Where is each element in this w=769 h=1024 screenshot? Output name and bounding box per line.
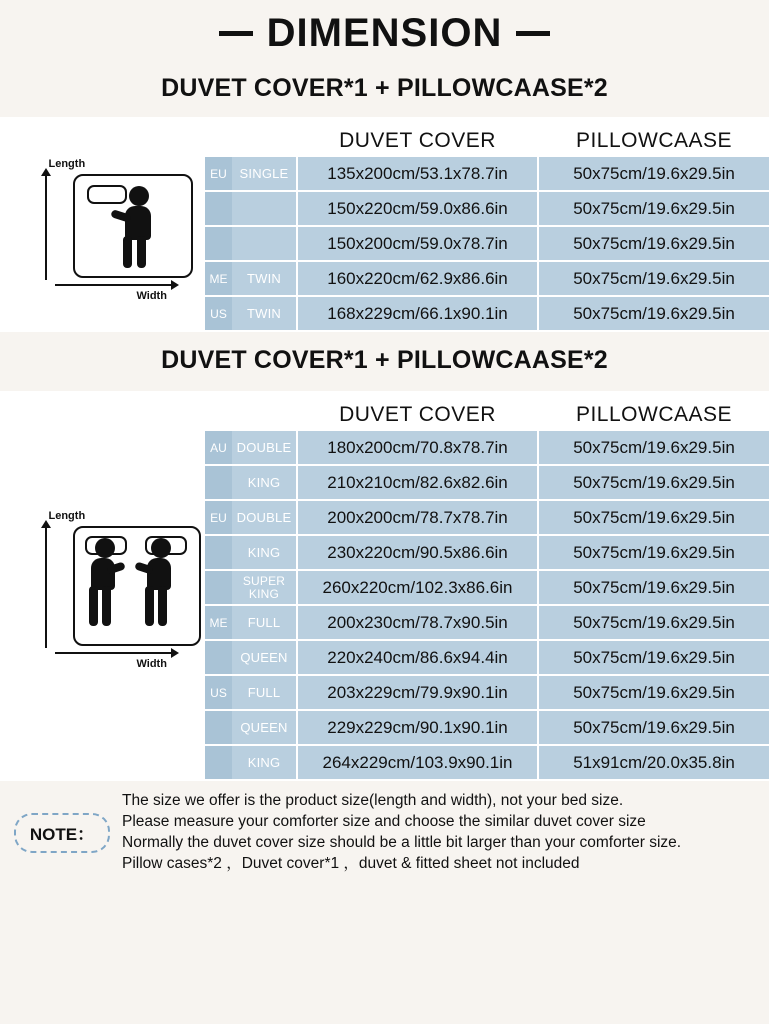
cell-duvet-size: 200x230cm/78.7x90.5in [298,606,537,639]
cell-pillow-size: 50x75cm/19.6x29.5in [539,676,769,709]
person-head-left-2 [95,538,115,558]
person-head-right-2 [151,538,171,558]
note-line-3: Normally the duvet cover size should be a little bit larger than your comforter size. [122,833,682,851]
length-axis-arrow-1 [41,168,51,176]
cell-size: DOUBLE [232,431,296,464]
table-row [205,571,769,604]
length-axis-arrow-2 [41,520,51,528]
cell-pillow-size: 50x75cm/19.6x29.5in [539,571,769,604]
person-leg-a-right-2 [145,586,154,626]
note-text [122,791,681,875]
section-1-subtitle: DUVET COVER*1 + PILLOWCAASE*2 [161,74,608,102]
table-1-header-row [205,117,769,157]
cell-region [205,192,232,225]
cell-size: DOUBLE [232,501,296,534]
width-label-2: Width [136,658,167,670]
length-label-1: Length [48,157,86,170]
cell-size: FULL [232,676,296,709]
cell-pillow-size: 50x75cm/19.6x29.5in [539,192,769,225]
cell-size: TWIN [232,262,296,295]
size-table-2 [205,391,769,781]
cell-pillow-size: 50x75cm/19.6x29.5in [539,262,769,295]
cell-duvet-size: 150x200cm/59.0x78.7in [298,227,537,260]
cell-size: FULL [232,606,296,639]
person-leg-right-1 [137,236,146,268]
table-2-duvet-header: DUVET COVER [339,403,496,426]
cell-size: KING [232,536,296,569]
cell-size: KING [232,746,296,779]
cell-region: ME [205,606,232,639]
table-row [205,227,769,260]
header-right-dash [516,31,550,36]
page-title: DIMENSION [266,11,503,55]
table-row [205,606,769,639]
table-1-pillow-header: PILLOWCAASE [575,129,733,152]
cell-region: US [205,297,232,330]
cell-duvet-size: 200x200cm/78.7x78.7in [298,501,537,534]
cell-size [232,192,296,225]
table-2-header-row [205,391,769,431]
cell-region: EU [205,501,232,534]
cell-size: SINGLE [232,157,296,190]
cell-pillow-size: 50x75cm/19.6x29.5in [539,606,769,639]
table-row [205,262,769,295]
cell-region [205,641,232,674]
table-row [205,431,769,464]
length-label-2: Length [48,510,86,522]
cell-duvet-size: 264x229cm/103.9x90.1in [298,746,537,779]
person-leg-a-left-2 [89,586,98,626]
cell-duvet-size: 168x229cm/66.1x90.1in [298,297,537,330]
cell-pillow-size: 50x75cm/19.6x29.5in [539,431,769,464]
cell-pillow-size: 50x75cm/19.6x29.5in [539,466,769,499]
note-line-1: The size we offer is the product size(length and width), not your bed size. [122,792,624,809]
width-axis-arrow-1 [171,280,179,290]
cell-duvet-size: 230x220cm/90.5x86.6in [298,536,537,569]
cell-region [205,466,232,499]
cell-duvet-size: 260x220cm/102.3x86.6in [298,571,537,604]
note-line-4: Pillow cases*2 ，Duvet cover*1 ，duvet & fitted sheet not included [122,854,580,872]
double-bed-illustration [0,391,205,781]
cell-size: QUEEN [232,711,296,744]
width-axis-arrow-2 [171,648,179,658]
note-section [0,781,769,881]
section-1-band [0,117,769,332]
cell-duvet-size: 220x240cm/86.6x94.4in [298,641,537,674]
cell-duvet-size: 150x220cm/59.0x86.6in [298,192,537,225]
cell-pillow-size: 50x75cm/19.6x29.5in [539,641,769,674]
table-row [205,641,769,674]
cell-size [232,227,296,260]
width-axis-line-1 [55,284,171,286]
cell-pillow-size: 50x75cm/19.6x29.5in [539,227,769,260]
person-leg-b-left-2 [102,586,111,626]
table-row [205,746,769,779]
table-row [205,466,769,499]
cell-pillow-size: 50x75cm/19.6x29.5in [539,297,769,330]
length-axis-line-1 [45,174,47,280]
page-header [0,0,769,66]
table-row [205,157,769,190]
cell-region [205,536,232,569]
table-row [205,501,769,534]
table-row [205,676,769,709]
cell-pillow-size: 50x75cm/19.6x29.5in [539,711,769,744]
cell-region: EU [205,157,232,190]
cell-region [205,711,232,744]
cell-size: SUPER KING [232,571,296,604]
cell-duvet-size: 180x200cm/70.8x78.7in [298,431,537,464]
section-2-band [0,391,769,781]
cell-size: KING [232,466,296,499]
person-torso-1 [125,206,151,240]
bed-outline-1 [73,174,193,278]
person-leg-b-right-2 [158,586,167,626]
table-row [205,536,769,569]
cell-region: US [205,676,232,709]
cell-size: QUEEN [232,641,296,674]
table-2-pillow-header: PILLOWCAASE [575,403,733,426]
cell-region [205,571,232,604]
person-head-1 [129,186,149,206]
cell-pillow-size: 50x75cm/19.6x29.5in [539,501,769,534]
note-badge: NOTE： [14,813,110,853]
width-label-1: Width [136,289,167,302]
table-1-duvet-header: DUVET COVER [339,129,496,152]
cell-region: AU [205,431,232,464]
cell-duvet-size: 160x220cm/62.9x86.6in [298,262,537,295]
table-row [205,192,769,225]
note-line-2: Please measure your comforter size and choose the similar duvet cover size [122,812,646,830]
single-bed-illustration [0,117,205,332]
bed-outline-2 [73,526,201,646]
cell-region [205,746,232,779]
cell-duvet-size: 210x210cm/82.6x82.6in [298,466,537,499]
pillow-1 [87,185,127,204]
cell-region [205,227,232,260]
cell-region: ME [205,262,232,295]
cell-duvet-size: 135x200cm/53.1x78.7in [298,157,537,190]
width-axis-line-2 [55,652,171,654]
cell-pillow-size: 50x75cm/19.6x29.5in [539,536,769,569]
table-row [205,297,769,330]
header-left-dash [219,31,253,36]
cell-size: TWIN [232,297,296,330]
size-table-1 [205,117,769,332]
person-leg-left-1 [123,236,132,268]
cell-pillow-size: 51x91cm/20.0x35.8in [539,746,769,779]
table-row [205,711,769,744]
cell-duvet-size: 203x229cm/79.9x90.1in [298,676,537,709]
section-2-subtitle: DUVET COVER*1 + PILLOWCAASE*2 [161,346,608,374]
length-axis-line-2 [45,526,47,648]
cell-pillow-size: 50x75cm/19.6x29.5in [539,157,769,190]
cell-duvet-size: 229x229cm/90.1x90.1in [298,711,537,744]
